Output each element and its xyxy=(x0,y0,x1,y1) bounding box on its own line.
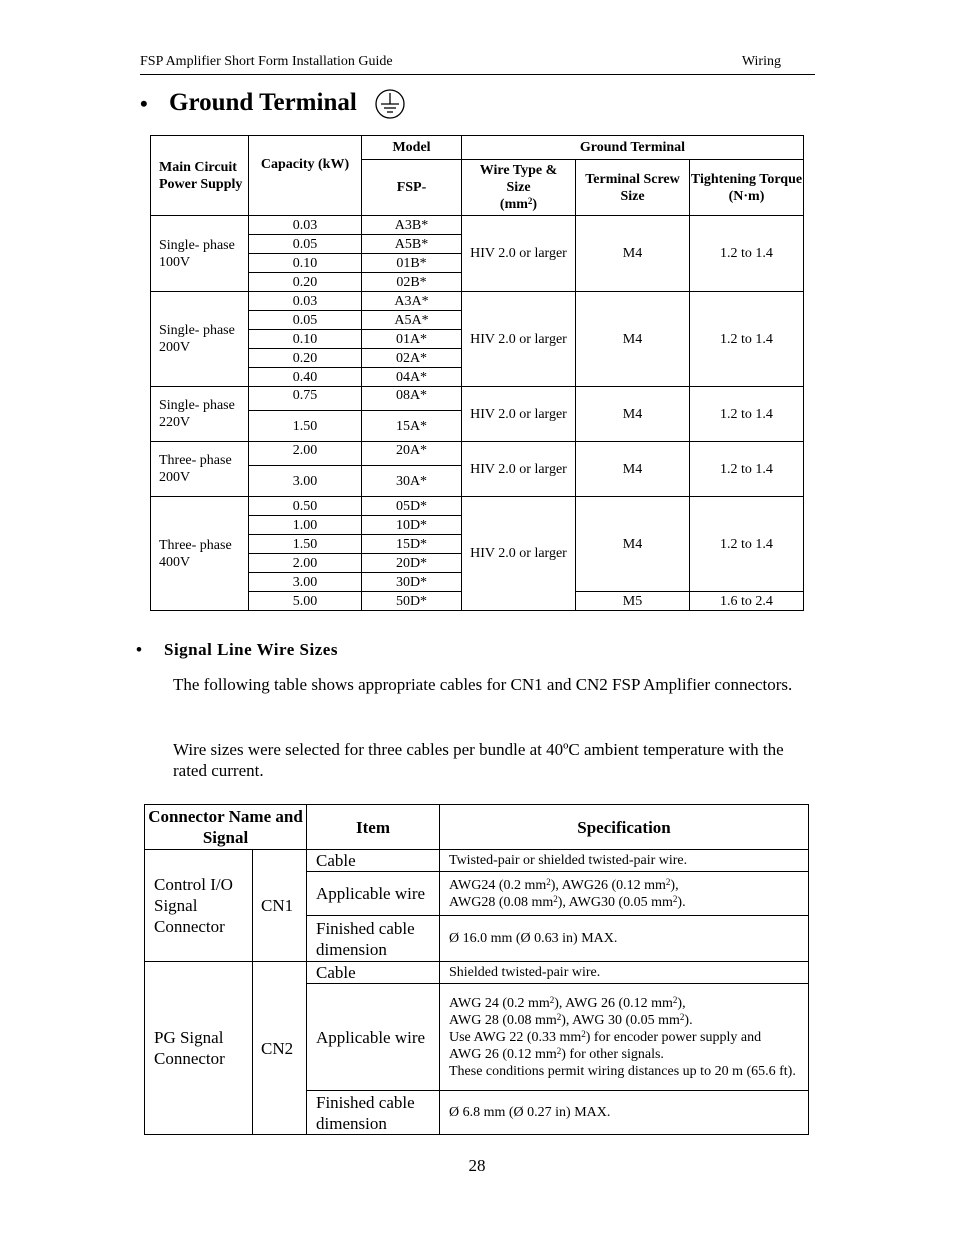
col-ground-terminal: Ground Terminal xyxy=(462,136,804,160)
capacity-cell: 0.03 xyxy=(249,216,362,235)
spec-text: ) for other signals. xyxy=(561,1046,664,1062)
spec-text: ), AWG30 (0.05 mm xyxy=(557,894,673,910)
spec-text: ), AWG 30 (0.05 mm xyxy=(561,1012,680,1028)
screw-cell: M4 xyxy=(576,497,690,592)
wire-cell: HIV 2.0 or larger xyxy=(462,216,576,292)
model-cell: 02A* xyxy=(362,349,462,368)
capacity-cell: 0.05 xyxy=(249,235,362,254)
screw-cell: M4 xyxy=(576,216,690,292)
group-label: Single- phase 100V xyxy=(151,216,249,292)
model-cell: 50D* xyxy=(362,592,462,611)
capacity-cell: 0.20 xyxy=(249,273,362,292)
capacity-cell: 0.10 xyxy=(249,254,362,273)
spec-cell xyxy=(440,984,809,1091)
spec-cell: Twisted-pair or shielded twisted-pair wire. xyxy=(440,850,809,872)
sup: 2 xyxy=(679,1011,685,1022)
wire-cell: HIV 2.0 or larger xyxy=(462,497,576,611)
capacity-cell: 5.00 xyxy=(249,592,362,611)
sup: 2 xyxy=(672,893,678,904)
item-cell: Cable xyxy=(307,962,440,984)
model-cell: 15D* xyxy=(362,535,462,554)
item-cell: Applicable wire xyxy=(307,984,440,1091)
model-cell: 01A* xyxy=(362,330,462,349)
torque-cell: 1.2 to 1.4 xyxy=(690,442,804,497)
item-cell: Applicable wire xyxy=(307,872,440,916)
connector-code: CN1 xyxy=(253,850,307,962)
page-number: 28 xyxy=(468,1156,486,1175)
group-label: Single- phase 200V xyxy=(151,292,249,387)
group-label: Three- phase 400V xyxy=(151,497,249,611)
section-title: Signal Line Wire Sizes xyxy=(164,640,338,659)
group-label: Single- phase 220V xyxy=(151,387,249,442)
spec-text: AWG 24 (0.2 mm xyxy=(449,995,550,1011)
ground-symbol-icon xyxy=(374,88,406,120)
capacity-cell: 3.00 xyxy=(249,466,362,497)
model-cell: 05D* xyxy=(362,497,462,516)
spec-cell xyxy=(440,872,809,916)
wire-head-d: ) xyxy=(532,197,538,212)
wire-cell: HIV 2.0 or larger xyxy=(462,292,576,387)
spec-text: ). xyxy=(677,894,686,910)
capacity-cell: 1.50 xyxy=(249,411,362,442)
torque-head-b: (N·m) xyxy=(728,188,765,204)
spec-text: Use AWG 22 (0.33 mm xyxy=(449,1029,582,1045)
spec-text: AWG28 (0.08 mm xyxy=(449,894,554,910)
capacity-cell: 2.00 xyxy=(249,442,362,466)
item-cell: Cable xyxy=(307,850,440,872)
spec-text: ), AWG26 (0.12 mm xyxy=(550,877,666,893)
model-cell: A3A* xyxy=(362,292,462,311)
capacity-cell: 0.40 xyxy=(249,368,362,387)
capacity-cell: 0.50 xyxy=(249,497,362,516)
capacity-cell: 0.10 xyxy=(249,330,362,349)
sup: 2 xyxy=(581,1028,586,1039)
model-cell: A3B* xyxy=(362,216,462,235)
capacity-cell: 2.00 xyxy=(249,554,362,573)
spec-cell: Ø 16.0 mm (Ø 0.63 in) MAX. xyxy=(440,916,809,962)
model-cell: 04A* xyxy=(362,368,462,387)
bullet: • xyxy=(140,91,148,116)
sup: 2 xyxy=(556,1045,562,1056)
connector-name: PG Signal Connector xyxy=(145,962,253,1135)
spec-text: AWG 28 (0.08 mm xyxy=(449,1012,557,1028)
capacity-cell: 3.00 xyxy=(249,573,362,592)
model-cell: 01B* xyxy=(362,254,462,273)
screw-cell: M4 xyxy=(576,387,690,442)
paragraph-cables: The following table shows appropriate cables for CN1 and CN2 FSP Amplifier connectors. xyxy=(173,675,793,694)
group-label: Three- phase 200V xyxy=(151,442,249,497)
torque-cell: 1.2 to 1.4 xyxy=(690,497,804,592)
sup: 2 xyxy=(665,876,671,887)
model-cell: 30D* xyxy=(362,573,462,592)
screw-cell: M4 xyxy=(576,442,690,497)
sup: 2 xyxy=(549,994,555,1005)
capacity-cell: 0.03 xyxy=(249,292,362,311)
wire-head-b: Size xyxy=(506,180,531,195)
item-cell: Finished cable dimension xyxy=(307,916,440,962)
model-cell: 20A* xyxy=(362,442,462,466)
capacity-cell: 0.75 xyxy=(249,387,362,411)
torque-cell: 1.2 to 1.4 xyxy=(690,387,804,442)
col-wire-type xyxy=(462,160,576,216)
model-cell: A5A* xyxy=(362,311,462,330)
screw-cell: M4 xyxy=(576,292,690,387)
sup: 2 xyxy=(546,876,551,887)
signal-line-table xyxy=(144,804,809,1135)
spec-text: ), xyxy=(670,877,679,893)
capacity-cell: 1.00 xyxy=(249,516,362,535)
model-cell: 10D* xyxy=(362,516,462,535)
header-title: FSP Amplifier Short Form Installation Guide xyxy=(140,54,393,69)
spec-text: AWG 26 (0.12 mm xyxy=(449,1046,557,1062)
wire-head-c: (mm xyxy=(499,197,528,212)
spec-cell: Shielded twisted-pair wire. xyxy=(440,962,809,984)
spec-text: ). xyxy=(684,1012,693,1028)
wire-cell: HIV 2.0 or larger xyxy=(462,442,576,497)
model-cell: 15A* xyxy=(362,411,462,442)
model-cell: 20D* xyxy=(362,554,462,573)
wire-cell: HIV 2.0 or larger xyxy=(462,387,576,442)
spec-cell: Ø 6.8 mm (Ø 0.27 in) MAX. xyxy=(440,1091,809,1135)
screw-cell: M5 xyxy=(576,592,690,611)
bullet: • xyxy=(136,640,143,659)
connector-name: Control I/O Signal Connector xyxy=(145,850,253,962)
spec-text: ), xyxy=(677,995,686,1011)
wire-head-a: Wire Type & xyxy=(479,163,558,178)
torque-cell: 1.2 to 1.4 xyxy=(690,292,804,387)
header-section: Wiring xyxy=(741,54,781,69)
page-header xyxy=(140,54,815,75)
col-model: Model xyxy=(362,136,462,160)
spec-text: ), AWG 26 (0.12 mm xyxy=(554,995,673,1011)
torque-head-a: Tightening Torque xyxy=(690,171,803,187)
sup: 2 xyxy=(672,994,678,1005)
model-cell: 30A* xyxy=(362,466,462,497)
spec-text: AWG24 (0.2 mm xyxy=(449,877,547,893)
sup: 2 xyxy=(556,1011,562,1022)
item-cell: Finished cable dimension xyxy=(307,1091,440,1135)
capacity-cell: 0.05 xyxy=(249,311,362,330)
col-torque xyxy=(690,160,804,216)
ground-terminal-table xyxy=(150,135,804,611)
col-capacity: Capacity (kW) xyxy=(249,136,362,216)
col-screw-size: Terminal Screw Size xyxy=(576,160,690,216)
col-main-circuit: Main Circuit Power Supply xyxy=(151,136,249,216)
capacity-cell: 1.50 xyxy=(249,535,362,554)
paragraph-wire-sizes: Wire sizes were selected for three cables per bundle at 40ºC ambient temperature with the rated current. xyxy=(173,740,784,780)
connector-code: CN2 xyxy=(253,962,307,1135)
model-cell: A5B* xyxy=(362,235,462,254)
torque-cell: 1.6 to 2.4 xyxy=(690,592,804,611)
model-cell: 08A* xyxy=(362,387,462,411)
sup: 2 xyxy=(553,893,558,904)
spec-text: ) for encoder power supply and xyxy=(585,1029,762,1045)
spec-text: These conditions permit wiring distances up to 20 m (65.6 ft). xyxy=(449,1063,796,1079)
col-spec: Specification xyxy=(440,805,809,850)
section-title: Ground Terminal xyxy=(169,89,357,116)
model-cell: 02B* xyxy=(362,273,462,292)
capacity-cell: 0.20 xyxy=(249,349,362,368)
col-model-prefix: FSP- xyxy=(362,160,462,216)
col-item: Item xyxy=(307,805,440,850)
col-connector: Connector Name and Signal xyxy=(145,805,307,850)
wire-head-sup: 2 xyxy=(527,196,533,206)
torque-cell: 1.2 to 1.4 xyxy=(690,216,804,292)
